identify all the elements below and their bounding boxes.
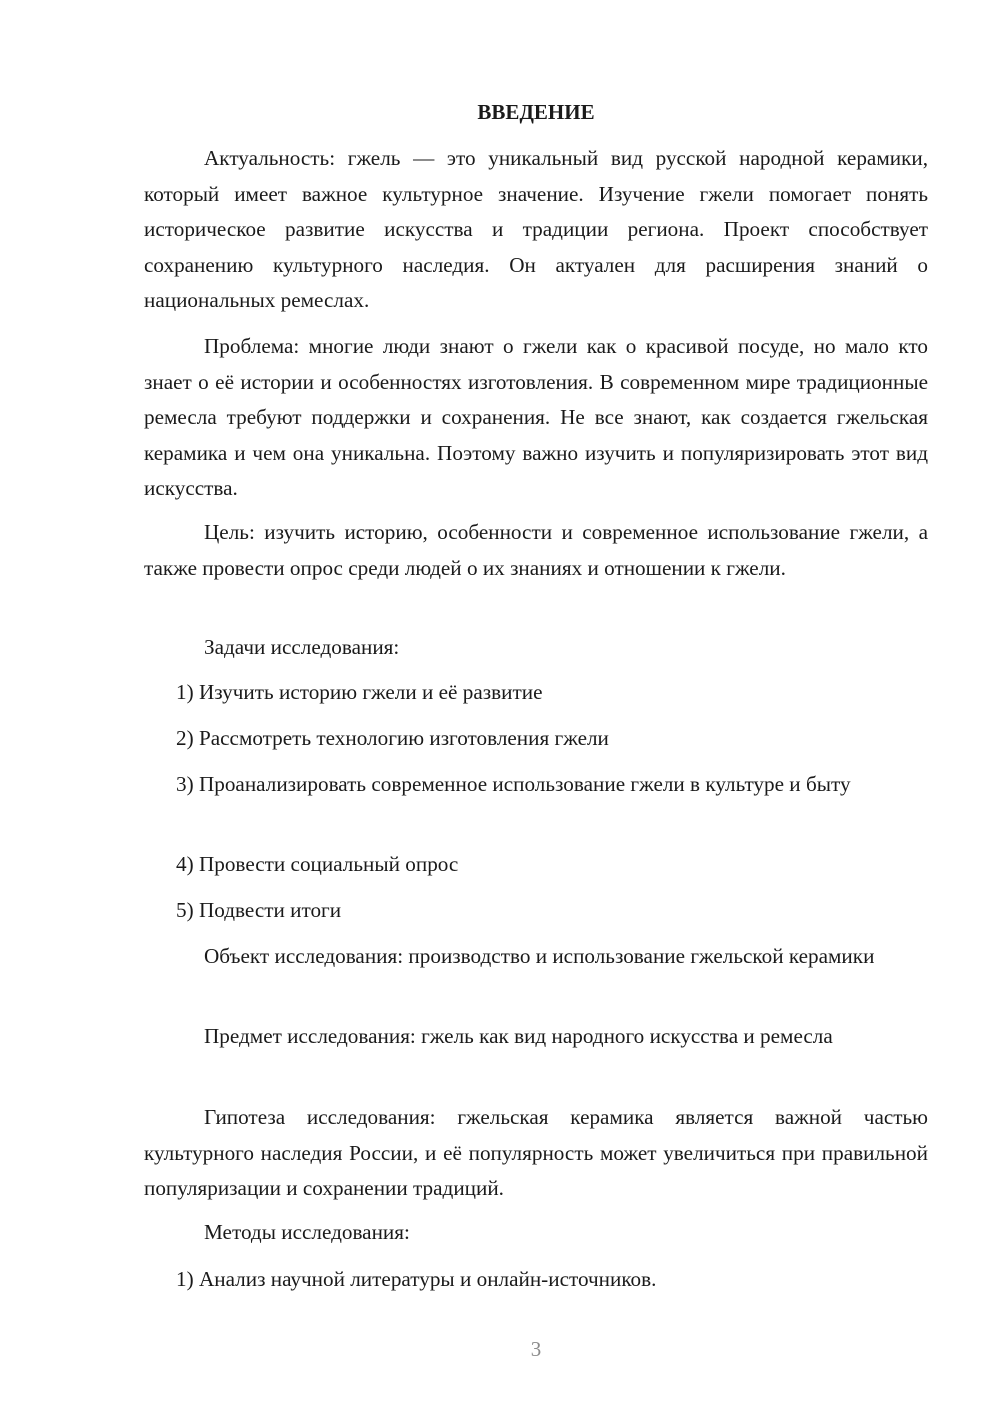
object-paragraph: Объект исследования: производство и использование гжельской керамики [204, 944, 875, 968]
problem-paragraph: Проблема: многие люди знают о гжели как о красивой посуде, но мало кто знает о её истории и особенностях изготовления. В современном мире традиционные ремесла требуют поддержки и сохранения. Не все знают, как создается гжельская керамика и чем она уникальна. Поэтому важно изучить и популяризировать этот вид искусства. [144, 334, 928, 500]
page-title: ВВЕДЕНИЕ [477, 100, 595, 124]
task-item-4: 4) Провести социальный опрос [176, 852, 459, 876]
method-item-1: 1) Анализ научной литературы и онлайн-источников. [176, 1267, 657, 1291]
task-item-5: 5) Подвести итоги [176, 898, 342, 922]
hypothesis-paragraph: Гипотеза исследования: гжельская керамика является важной частью культурного наследия России, и её популярность может увеличиться при правильной популяризации и сохранении традиций. [144, 1105, 928, 1200]
methods-heading: Методы исследования: [204, 1220, 410, 1244]
task-item-1: 1) Изучить историю гжели и её развитие [176, 680, 543, 704]
goal-paragraph: Цель: изучить историю, особенности и современное использование гжели, а также провести опрос среди людей о их знаниях и отношении к гжели. [144, 520, 928, 580]
page-number: 3 [530, 1337, 542, 1361]
task-item-3: 3) Проанализировать современное использование гжели в культуре и быту [176, 772, 851, 796]
tasks-heading: Задачи исследования: [204, 635, 400, 659]
task-item-2: 2) Рассмотреть технологию изготовления гжели [176, 726, 609, 750]
relevance-paragraph: Актуальность: гжель — это уникальный вид русской народной керамики, который имеет важное культурное значение. Изучение гжели помогает понять историческое развитие искусства и традиции региона. Проект способствует сохранению культурного наследия. Он актуален для расширения знаний о национальных ремеслах. [144, 146, 928, 312]
subject-paragraph: Предмет исследования: гжель как вид народного искусства и ремесла [204, 1024, 833, 1048]
